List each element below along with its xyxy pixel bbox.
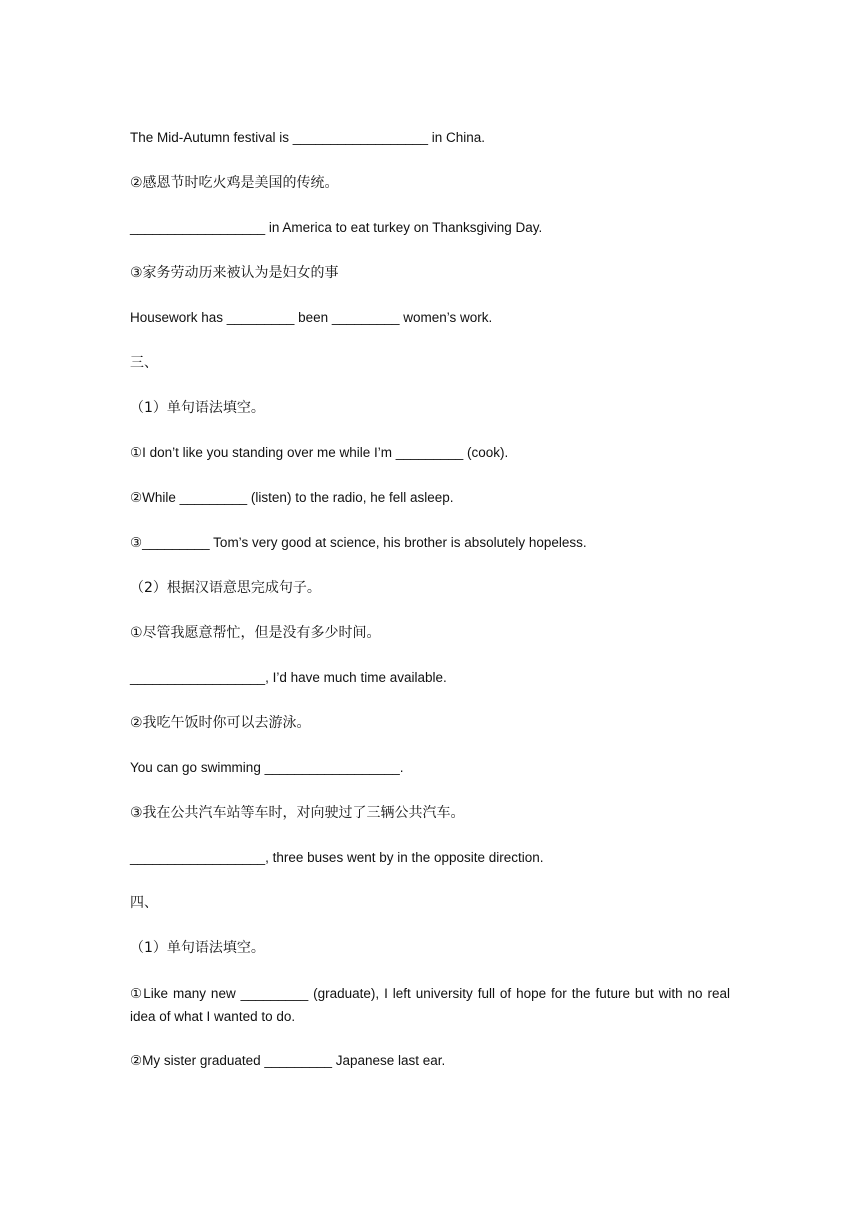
sentence-help: __________________, I’d have much time available. bbox=[130, 670, 447, 685]
prompt-bus-cn: ③我在公共汽车站等车时，对向驶过了三辆公共汽车。 bbox=[130, 805, 465, 821]
prompt-help-cn: ①尽管我愿意帮忙，但是没有多少时间。 bbox=[130, 625, 381, 641]
sentence-mid-autumn: The Mid-Autumn festival is __________________ in China. bbox=[130, 130, 485, 145]
question-graduated-japanese: ②My sister graduated _________ Japanese last ear. bbox=[130, 1053, 446, 1068]
subsection-complete-sentences: （2）根据汉语意思完成句子。 bbox=[130, 580, 321, 596]
subsection-grammar-fill-1: （1）单句语法填空。 bbox=[130, 400, 265, 416]
question-tom-science: ③_________ Tom’s very good at science, his brother is absolutely hopeless. bbox=[130, 535, 587, 550]
sentence-swimming: You can go swimming __________________. bbox=[130, 760, 404, 775]
prompt-lunch-cn: ②我吃午饭时你可以去游泳。 bbox=[130, 715, 311, 731]
sentence-buses: __________________, three buses went by in the opposite direction. bbox=[130, 850, 544, 865]
subsection-grammar-fill-2: （1）单句语法填空。 bbox=[130, 940, 265, 956]
prompt-thanksgiving-cn: ②感恩节时吃火鸡是美国的传统。 bbox=[130, 175, 339, 191]
section-heading-3: 三、 bbox=[130, 355, 158, 371]
sentence-thanksgiving: __________________ in America to eat turkey on Thanksgiving Day. bbox=[130, 220, 543, 235]
sentence-housework: Housework has _________ been _________ women’s work. bbox=[130, 310, 493, 325]
question-cook: ①I don’t like you standing over me while I’m _________ (cook). bbox=[130, 445, 509, 460]
question-listen: ②While _________ (listen) to the radio, he fell asleep. bbox=[130, 490, 454, 505]
question-graduate: ①Like many new _________ (graduate), I left university full of hope for the future but with no real idea of what I wanted to do. bbox=[130, 986, 734, 1024]
section-heading-4: 四、 bbox=[130, 895, 158, 911]
prompt-housework-cn: ③家务劳动历来被认为是妇女的事 bbox=[130, 265, 339, 281]
